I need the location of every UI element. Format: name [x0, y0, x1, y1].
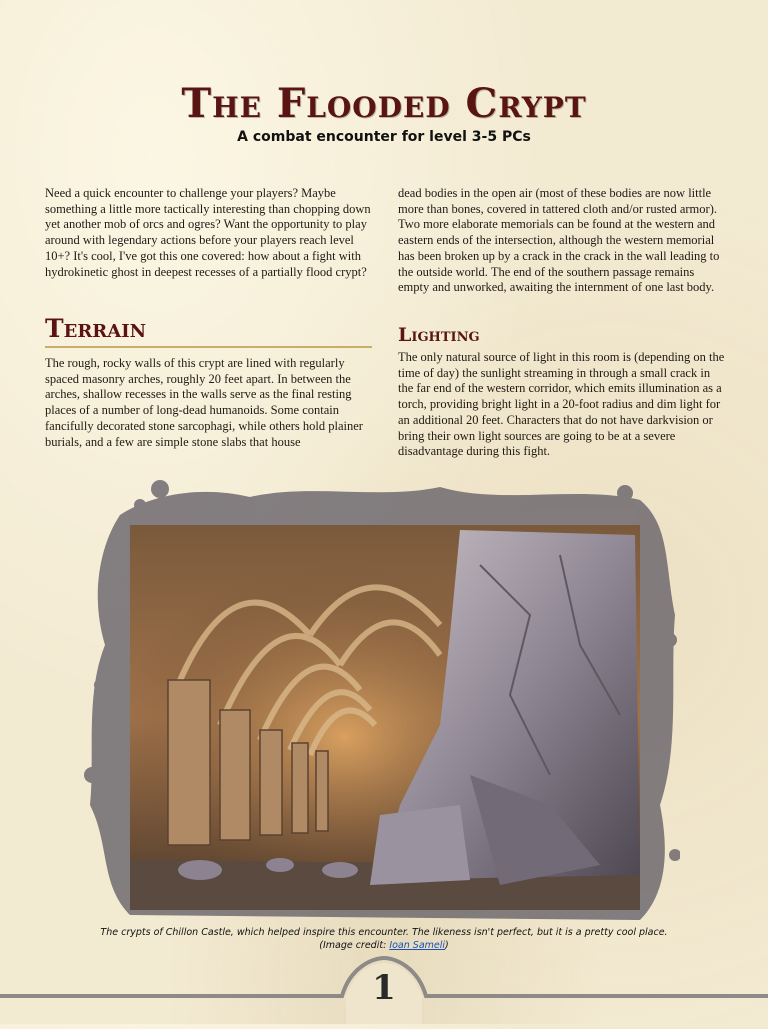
page-subtitle: A combat encounter for level 3-5 PCs — [237, 129, 531, 145]
terrain-paragraph: The rough, rocky walls of this crypt are lined with regularly spaced masonry arches, roughly 20 feet apart. In between the arches, shallow recesses in the walls serve as the final resting places of a number of long-dead humanoids. Some contain fancifully decorated stone sarcophagi, while others hold plainer burials, and a few are simple stone slabs that house — [45, 356, 363, 449]
crypt-illustration — [80, 475, 680, 925]
terrain-continued-column — [398, 186, 726, 296]
lighting-heading: Lighting — [398, 324, 480, 346]
figure-caption — [0, 926, 768, 952]
caption-line: The crypts of Chillon Castle, which helped inspire this encounter. The likeness isn't perfect, but it is a pretty cool place. — [100, 927, 668, 938]
caption-credit-prefix: (Image credit: — [319, 940, 390, 951]
page-title: The Flooded Crypt — [181, 80, 587, 127]
caption-credit-suffix: ) — [445, 940, 449, 951]
terrain-heading: Terrain — [45, 314, 372, 348]
lighting-column — [398, 350, 726, 460]
image-credit-link[interactable]: Ioan Sameli — [389, 940, 446, 951]
lighting-paragraph: The only natural source of light in this room is (depending on the time of day) the sunlight streaming in through a small crack in the far end of the western corridor, which emits illumination as a torch, providing bright light in a 20-foot radius and dim light for an additional 20 feet. Characters that do not have darkvision or bring their own light sources are going to be at a severe disadvantage during this fight. — [398, 350, 725, 459]
terrain-continued-paragraph: dead bodies in the open air (most of these bodies are now little more than bones, covered in tattered cloth and/or rusted armor). Two more elaborate memorials can be found at the western and eastern ends of the intersection, although the western memorial has been broken up by a crack in the crack in the wall leading to the outside world. The end of the southern passage remains empty and unworked, awaiting the internment of one last body. — [398, 186, 720, 295]
crypt-photo — [130, 525, 640, 910]
intro-column — [45, 186, 375, 280]
terrain-column — [45, 356, 375, 450]
intro-paragraph: Need a quick encounter to challenge your players? Maybe something a little more tactically interesting than chopping down yet another mob of orcs and ogres? Want the opportunity to play around with legendary actions before your players reach level 10+? It's cool, I've got this one covered: how about a fight with hydrokinetic ghost in deepest recesses of a partially flood crypt? — [45, 186, 371, 279]
page-number: 1 — [372, 968, 396, 1008]
